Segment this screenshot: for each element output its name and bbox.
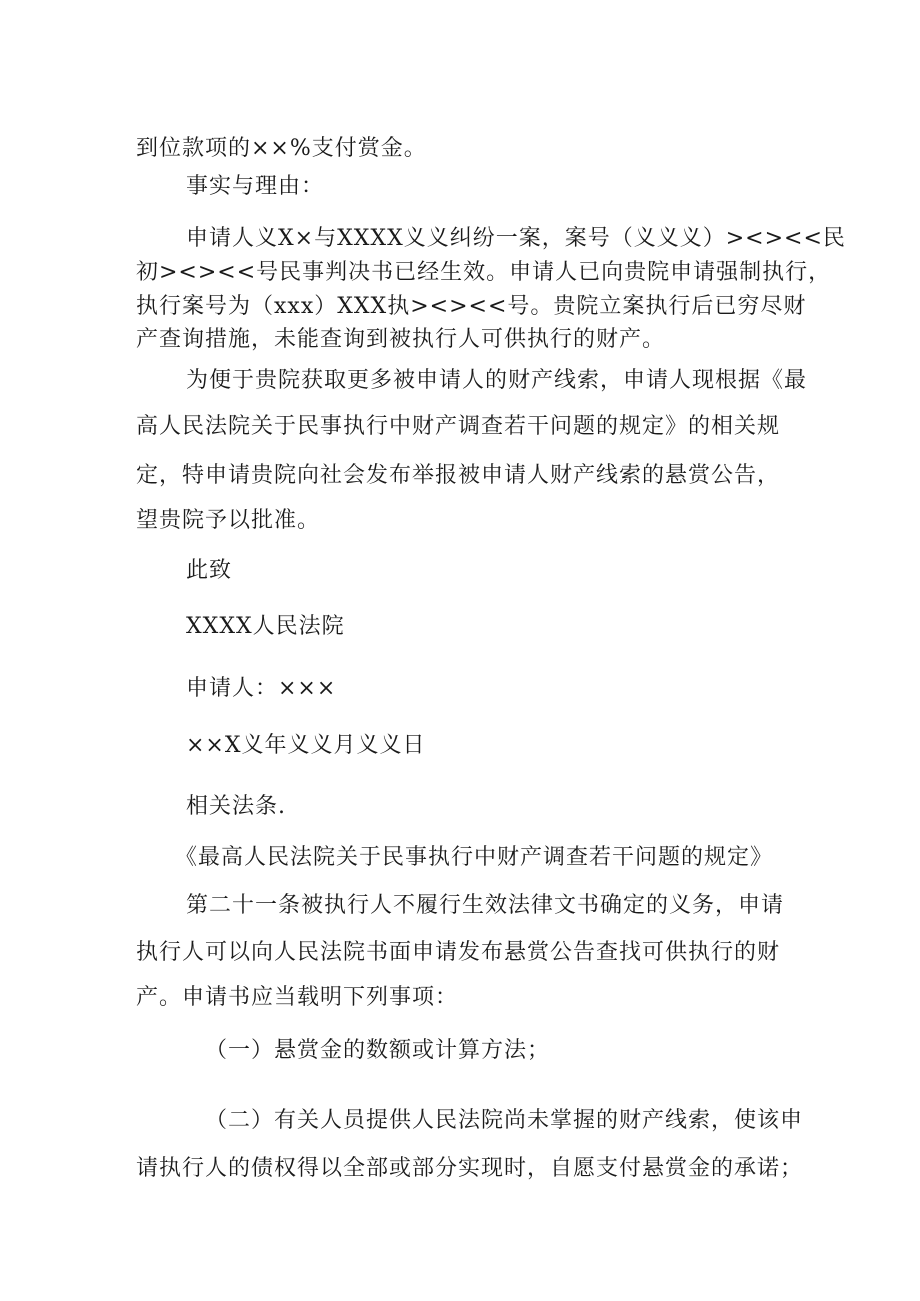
section-heading-facts-and-reasons: 事实与理由： <box>186 174 325 199</box>
paragraph-facts-line: 执行案号为（xxx）XXX执><><<号。贵院立案执行后已穷尽财 <box>136 294 807 319</box>
text-line-reward-percentage: 到位款项的××%支付赏金。 <box>136 136 427 161</box>
regulation-title: 《最高人民法院关于民事执行中财产调查若干问题的规定》 <box>175 845 774 870</box>
paragraph-facts-line: 申请人义X×与XXXX义义纠纷一案，案号（义义义）><><<民 <box>186 226 846 251</box>
article-item-2: 请执行人的债权得以全部或部分实现时，自愿支付悬赏金的承诺； <box>136 1156 804 1181</box>
paragraph-facts-line: 产查询措施，未能查询到被执行人可供执行的财产。 <box>136 327 666 352</box>
date-line: ××X义年义义月义义日 <box>186 733 426 758</box>
recipient-court: XXXX人民法院 <box>186 614 345 639</box>
article-item-2: （二）有关人员提供人民法院尚未掌握的财产线索，使该申 <box>205 1108 804 1133</box>
paragraph-request-line: 定，特申请贵院向社会发布举报被申请人财产线索的悬赏公告， <box>136 463 781 488</box>
paragraph-request-line: 望贵院予以批准。 <box>136 508 321 533</box>
applicant-signature: 申请人：××× <box>186 676 337 701</box>
paragraph-request-line: 为便于贵院获取更多被申请人的财产线索，申请人现根据《最 <box>186 368 808 393</box>
paragraph-request-line: 高人民法院关于民事执行中财产调查若干问题的规定》的相关规 <box>136 414 781 439</box>
article-item-1: （一）悬赏金的数额或计算方法； <box>205 1038 551 1063</box>
article-21-line: 产。申请书应当载明下列事项： <box>136 985 459 1010</box>
salutation: 此致 <box>186 558 233 583</box>
paragraph-facts-line: 初><><<号民事判决书已经生效。申请人已向贵院申请强制执行， <box>136 260 832 285</box>
article-21-line: 第二十一条被执行人不履行生效法律文书确定的义务，申请 <box>186 893 785 918</box>
related-laws-heading: 相关法条. <box>186 794 286 819</box>
article-21-line: 执行人可以向人民法院书面申请发布悬赏公告查找可供执行的财 <box>136 940 781 965</box>
